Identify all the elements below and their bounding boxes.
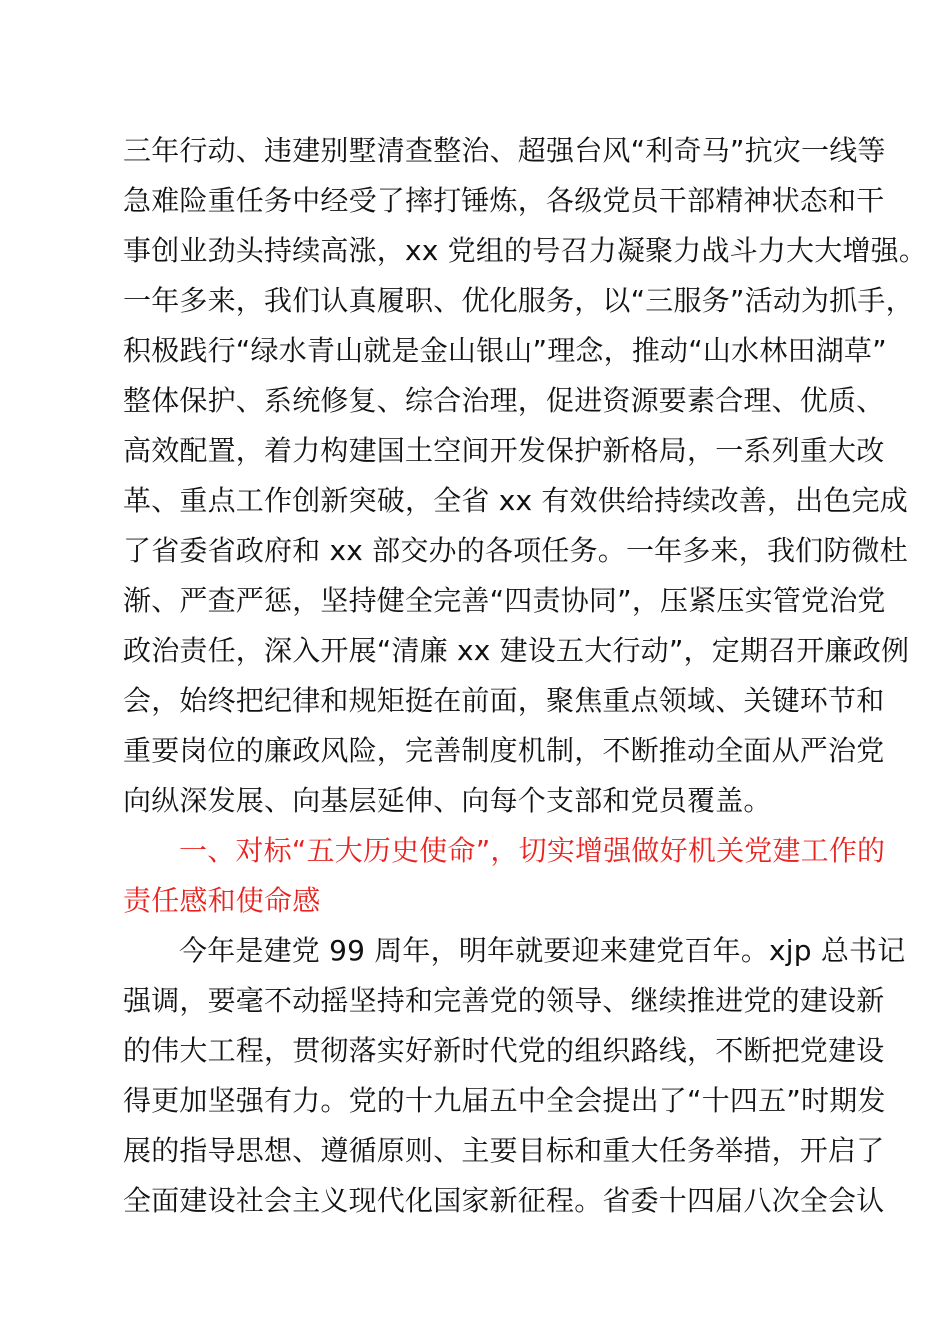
text-line: 了省委省政府和 xx 部交办的各项任务。一年多来，我们防微杜: [123, 534, 908, 567]
text-line: 会，始终把纪律和规矩挺在前面，聚焦重点领域、关键环节和: [123, 684, 885, 717]
section-heading-line: 一、对标“五大历史使命”，切实增强做好机关党建工作的: [179, 834, 886, 867]
text-line: 的伟大工程，贯彻落实好新时代党的组织路线，不断把党建设: [123, 1034, 885, 1067]
text-line: 重要岗位的廉政风险，完善制度机制，不断推动全面从严治党: [123, 734, 885, 767]
text-line: 向纵深发展、向基层延伸、向每个支部和党员覆盖。: [123, 784, 772, 817]
text-line: 强调，要毫不动摇坚持和完善党的领导、继续推进党的建设新: [123, 984, 885, 1017]
text-line: 得更加坚强有力。党的十九届五中全会提出了“十四五”时期发: [123, 1084, 886, 1117]
text-line: 高效配置，着力构建国土空间开发保护新格局，一系列重大改: [123, 434, 885, 467]
text-line: 今年是建党 99 周年，明年就要迎来建党百年。xjp 总书记: [179, 934, 906, 967]
text-line: 事创业劲头持续高涨，xx 党组的号召力凝聚力战斗力大大增强。: [123, 234, 928, 267]
text-line: 积极践行“绿水青山就是金山银山”理念，推动“山水林田湖草”: [123, 334, 887, 367]
text-line: 渐、严查严惩，坚持健全完善“四责协同”，压紧压实管党治党: [123, 584, 886, 617]
section-heading-line: 责任感和使命感: [123, 884, 321, 917]
text-line: 全面建设社会主义现代化国家新征程。省委十四届八次全会认: [123, 1184, 885, 1217]
text-line: 展的指导思想、遵循原则、主要目标和重大任务举措，开启了: [123, 1134, 885, 1167]
text-line: 三年行动、违建别墅清查整治、超强台风“利奇马”抗灾一线等: [123, 134, 886, 167]
text-line: 整体保护、系统修复、综合治理，促进资源要素合理、优质、: [123, 384, 885, 417]
text-line: 急难险重任务中经受了摔打锤炼，各级党员干部精神状态和干: [123, 184, 885, 217]
text-line: 政治责任，深入开展“清廉 xx 建设五大行动”，定期召开廉政例: [123, 634, 910, 667]
body-text: [123, 126, 928, 1226]
text-line: 革、重点工作创新突破，全省 xx 有效供给持续改善，出色完成: [123, 484, 908, 517]
text-line: 一年多来，我们认真履职、优化服务，以“三服务”活动为抓手，: [123, 284, 914, 317]
